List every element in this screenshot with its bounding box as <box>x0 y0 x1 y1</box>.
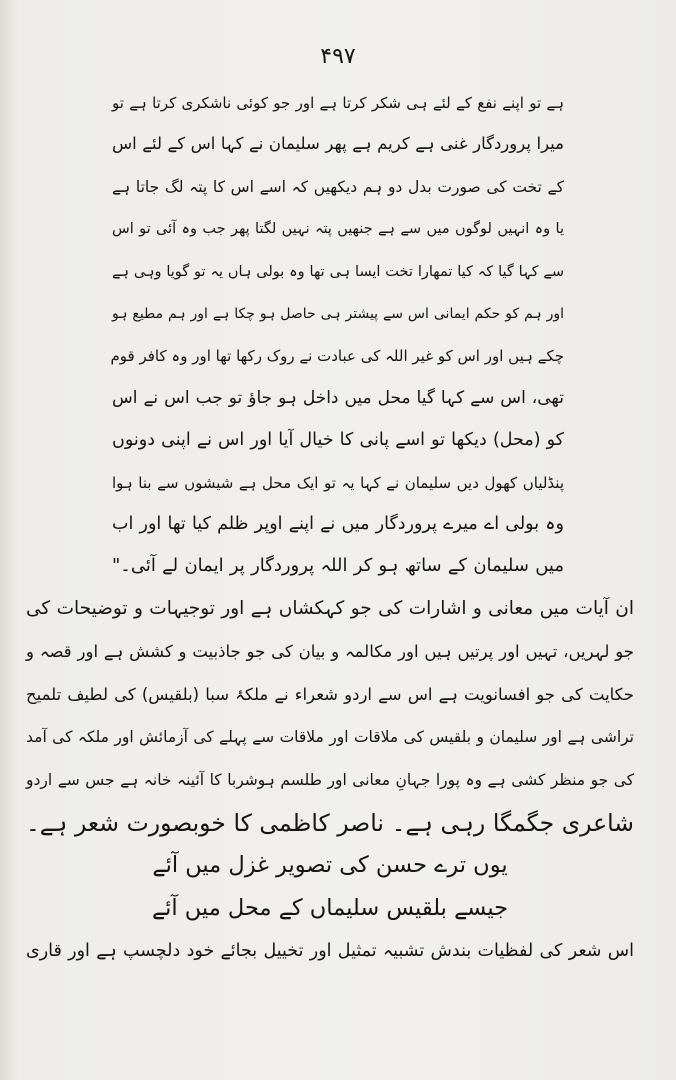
quote-line: تھی، اس سے کہا گیا محل میں داخل ہو جاؤ تو جب اس نے اس <box>112 388 564 408</box>
quote-line: ہے تو اپنے نفع کے لئے ہی شکر کرتا ہے اور جو کوئی ناشکری کرتا ہے تو <box>112 94 564 112</box>
verse-line: جیسے بلقیس سلیماں کے محل میں آئے <box>151 895 509 921</box>
prose-line: ان آیات میں معانی و اشارات کی جو کہکشاں ہے اور توجیہات و توضیحات کی <box>26 598 634 619</box>
prose-line: جو لہریں، تہیں اور پرتیں ہیں اور مکالمہ و بیان کی جو جاذبیت و کشش ہے اور قصہ و <box>26 642 634 661</box>
quote-line: یا وہ انہیں لوگوں میں سے ہے جنھیں پتہ نہیں لگتا پھر جب وہ آئی تو اس <box>112 221 564 237</box>
prose-line: تراشی ہے اور سلیمان و بلقیس کی ملاقات اور ملاقات سے پہلے کی آزمائش اور ملکہ کی آمد <box>26 728 634 746</box>
quote-line: کو (محل) دیکھا تو اسے پانی کا خیال آیا اور اس نے اپنی دونوں <box>112 430 564 450</box>
prose-line: حکایت کی جو افسانویت ہے اس سے اردو شعراء نے ملکۂ سبا (بلقیس) کی لطیف تلمیح <box>26 685 634 704</box>
verse-line: یوں ترے حسن کی تصویر غزل میں آئے <box>152 852 508 878</box>
quote-line: میرا پروردگار غنی ہے کریم ہے پھر سلیمان نے کہا اس کے لئے اس <box>112 134 564 153</box>
prose-line: کی جو منظر کشی ہے وہ پورا جہانِ معانی اور طلسم ہوشربا کا آئینہ خانہ ہے جس سے اردو <box>26 771 634 789</box>
quote-line: میں سلیمان کے ساتھ ہو کر اللہ پروردگار پر ایمان لے آئی۔" <box>112 555 564 576</box>
quote-line: وہ بولی اے میرے پروردگار میں نے اپنے اوپر ظلم کیا تھا اور اب <box>112 514 564 534</box>
page-number: ۴۹۷ <box>320 44 356 69</box>
prose-line: شاعری جگمگا رہی ہے۔ ناصر کاظمی کا خوبصورت شعر ہے۔ <box>26 809 634 837</box>
quote-line: پنڈلیاں کھول دیں سلیمان نے کہا یہ تو ایک محل ہے شیشوں سے بنا ہوا <box>112 474 564 492</box>
prose-line: اس شعر کی لفظیات بندش تشبیہ تمثیل اور تخییل بجائے خود دلچسپ ہے اور قاری <box>26 941 634 961</box>
quote-line: چکے ہیں اور اس کو غیر اللہ کی عبادت نے روک رکھا تھا اور وہ کافر قوم <box>110 347 564 365</box>
quote-line: اور ہم کو حکم ایمانی اس سے پیشتر ہی حاصل ہو چکا ہے اور ہم مطیع ہو <box>112 306 564 322</box>
quote-line: کے تخت کی صورت بدل دو ہم دیکھیں کہ اسے اس کا پتہ لگ جاتا ہے <box>112 178 564 196</box>
quote-line: سے کہا گیا کہ کیا تمھارا تخت ایسا ہی تھا وہ بولی ہاں یہ تو گویا وہی ہے <box>112 264 564 280</box>
